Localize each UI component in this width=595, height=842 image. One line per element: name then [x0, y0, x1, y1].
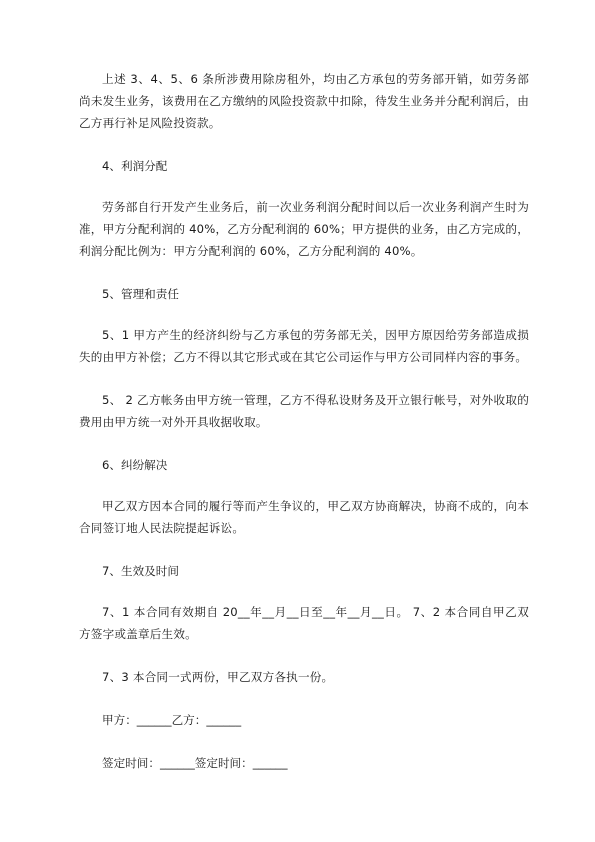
section-heading-management: 5、管理和责任 [102, 287, 179, 301]
paragraph-profit: 劳务部自行开发产生业务后，前一次业务利润分配时间以后一次业务利润产生时为准，甲方分配利润的 40%，乙方分配利润的 60%；甲方提供的业务，由乙方完成的，利润分配比例为：甲方分配利润的 60%，乙方分配利润的 40%。 [79, 200, 529, 258]
paragraph-effect-7-1: 7、1 本合同有效期自 20__年__月__日至__年__月__日。 7、2 本合同自甲乙双方签字或盖章后生效。 [79, 605, 529, 641]
paragraph-expenses: 上述 3、4、5、6 条所涉费用除房租外，均由乙方承包的劳务部开销，如劳务部尚未发生业务，该费用在乙方缴纳的风险投资款中扣除，待发生业务并分配利润后，由乙方再行补足风险投资款。 [79, 72, 529, 130]
paragraph-dispute: 甲乙双方因本合同的履行等而产生争议的，甲乙双方协商解决，协商不成的，向本合同签订地人民法院提起诉讼。 [79, 499, 529, 535]
signature-dates: 签定时间：______签定时间：______ [102, 756, 288, 770]
section-heading-effect: 7、生效及时间 [102, 564, 179, 578]
paragraph-effect-7-3: 7、3 本合同一式两份，甲乙双方各执一份。 [102, 670, 334, 684]
section-heading-dispute: 6、纠纷解决 [102, 458, 168, 472]
paragraph-management-5-2: 5、 2 乙方帐务由甲方统一管理，乙方不得私设财务及开立银行帐号，对外收取的费用由甲方统一对外开具收据收取。 [79, 393, 529, 429]
signature-parties: 甲方：______乙方：______ [102, 713, 242, 727]
paragraph-management-5-1: 5、1 甲方产生的经济纠纷与乙方承包的劳务部无关，因甲方原因给劳务部造成损失的由甲方补偿；乙方不得以其它形式或在其它公司运作与甲方公司同样内容的事务。 [79, 328, 529, 364]
section-heading-profit: 4、利润分配 [102, 159, 168, 173]
document-page [79, 68, 529, 774]
